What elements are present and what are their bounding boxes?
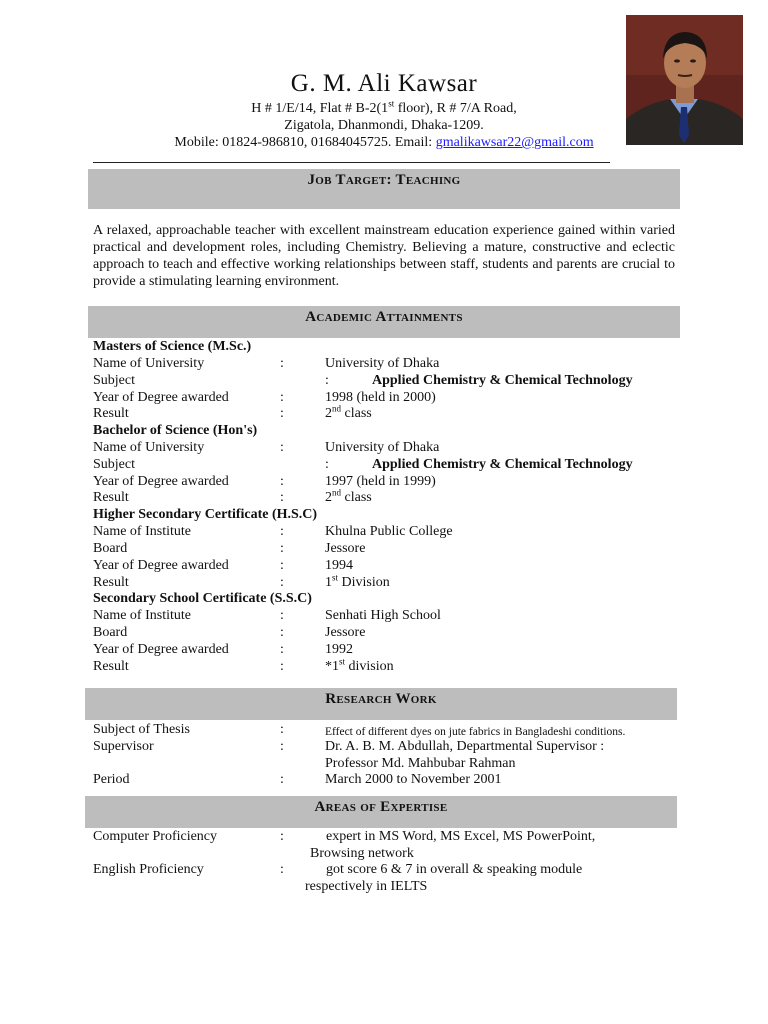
bsc-year: 1997 (held in 1999)	[325, 474, 436, 489]
contact-line	[150, 135, 618, 151]
bsc-year-label: Year of Degree awarded	[93, 474, 229, 489]
hsc-institute: Khulna Public College	[325, 524, 453, 539]
job-target-title: Job Target: Teaching	[307, 172, 461, 188]
colon: :	[280, 772, 284, 787]
hsc-heading: Higher Secondary Certificate (H.S.C)	[93, 507, 318, 522]
supervisor-line-1: Dr. A. B. M. Abdullah, Departmental Supervisor :	[325, 739, 605, 754]
colon: :	[280, 575, 284, 590]
bsc-university: University of Dhaka	[325, 440, 440, 455]
header-divider	[93, 162, 610, 163]
email-link[interactable]: gmalikawsar22@gmail.com	[435, 135, 594, 150]
english-line-2: respectively in IELTS	[305, 879, 428, 894]
thesis-subject: Effect of different dyes on jute fabrics in Bangladeshi conditions.	[325, 726, 626, 738]
profile-photo	[626, 15, 743, 145]
colon: :	[280, 474, 284, 489]
colon: :	[280, 608, 284, 623]
bsc-heading: Bachelor of Science (Hon's)	[93, 423, 258, 438]
colon: :	[325, 373, 329, 388]
hsc-year-label: Year of Degree awarded	[93, 558, 229, 573]
msc-result: 2nd class	[325, 403, 372, 421]
ssc-institute-label: Name of Institute	[93, 608, 191, 623]
job-target-band	[88, 169, 680, 209]
hsc-board: Jessore	[325, 541, 366, 556]
research-band	[85, 688, 677, 720]
colon: :	[280, 490, 284, 505]
hsc-result-label: Result	[93, 575, 129, 590]
computer-label: Computer Proficiency	[93, 829, 218, 844]
colon: :	[280, 390, 284, 405]
hsc-result: 1st Division	[325, 572, 390, 590]
colon: :	[280, 558, 284, 573]
msc-heading: Masters of Science (M.Sc.)	[93, 339, 252, 354]
ssc-year: 1992	[325, 642, 353, 657]
ssc-result: *1st division	[325, 656, 394, 674]
address-line-2: Zigatola, Dhanmondi, Dhaka-1209.	[284, 118, 484, 133]
msc-subject: Applied Chemistry & Chemical Technology	[372, 373, 633, 388]
contact-text: Mobile: 01824-986810, 01684045725. Email:	[174, 135, 436, 150]
bsc-subject-label: Subject	[93, 457, 135, 472]
colon: :	[325, 457, 329, 472]
address-line-1: H # 1/E/14, Flat # B-2(1st floor), R # 7/A Road,	[251, 98, 517, 116]
research-title: Research Work	[325, 691, 437, 707]
colon: :	[280, 829, 284, 844]
colon: :	[280, 524, 284, 539]
english-line-1: got score 6 & 7 in overall & speaking module	[326, 862, 583, 877]
supervisor-label: Supervisor	[93, 739, 154, 754]
colon: :	[280, 406, 284, 421]
expertise-band	[85, 796, 677, 828]
msc-university-label: Name of University	[93, 356, 205, 371]
english-label: English Proficiency	[93, 862, 204, 877]
colon: :	[280, 862, 284, 877]
expertise-title: Areas of Expertise	[314, 799, 448, 815]
ssc-board: Jessore	[325, 625, 366, 640]
bsc-result-label: Result	[93, 490, 129, 505]
ssc-result-label: Result	[93, 659, 129, 674]
portrait-image	[626, 15, 743, 145]
period-label: Period	[93, 772, 130, 787]
academic-title: Academic Attainments	[305, 309, 463, 325]
ssc-board-label: Board	[93, 625, 128, 640]
ssc-year-label: Year of Degree awarded	[93, 642, 229, 657]
computer-line-2: Browsing network	[310, 846, 414, 861]
msc-result-label: Result	[93, 406, 129, 421]
colon: :	[280, 739, 284, 754]
colon: :	[280, 722, 284, 737]
colon: :	[280, 440, 284, 455]
academic-band	[88, 306, 680, 338]
bsc-university-label: Name of University	[93, 440, 205, 455]
colon: :	[280, 356, 284, 371]
supervisor-line-2: Professor Md. Mahbubar Rahman	[325, 756, 516, 771]
thesis-label: Subject of Thesis	[93, 722, 190, 737]
msc-subject-label: Subject	[93, 373, 135, 388]
candidate-name: G. M. Ali Kawsar	[290, 70, 478, 97]
career-summary: A relaxed, approachable teacher with excellent mainstream education experience gained within varied practical and development roles, including Chemistry. Believing a mature, constructive and eclectic approach to teach and effective working relationships between staff, students and parents are crucial to provide a stimulating learning environment.	[93, 223, 675, 289]
computer-line-1: expert in MS Word, MS Excel, MS PowerPoint,	[326, 829, 596, 844]
msc-university: University of Dhaka	[325, 356, 440, 371]
colon: :	[280, 541, 284, 556]
msc-year: 1998 (held in 2000)	[325, 390, 436, 405]
ssc-institute: Senhati High School	[325, 608, 441, 623]
colon: :	[280, 659, 284, 674]
ssc-heading: Secondary School Certificate (S.S.C)	[93, 591, 312, 606]
hsc-institute-label: Name of Institute	[93, 524, 191, 539]
colon: :	[280, 642, 284, 657]
msc-year-label: Year of Degree awarded	[93, 390, 229, 405]
bsc-subject: Applied Chemistry & Chemical Technology	[372, 457, 633, 472]
hsc-year: 1994	[325, 558, 353, 573]
research-period: March 2000 to November 2001	[325, 772, 502, 787]
colon: :	[280, 625, 284, 640]
bsc-result: 2nd class	[325, 487, 372, 505]
hsc-board-label: Board	[93, 541, 128, 556]
